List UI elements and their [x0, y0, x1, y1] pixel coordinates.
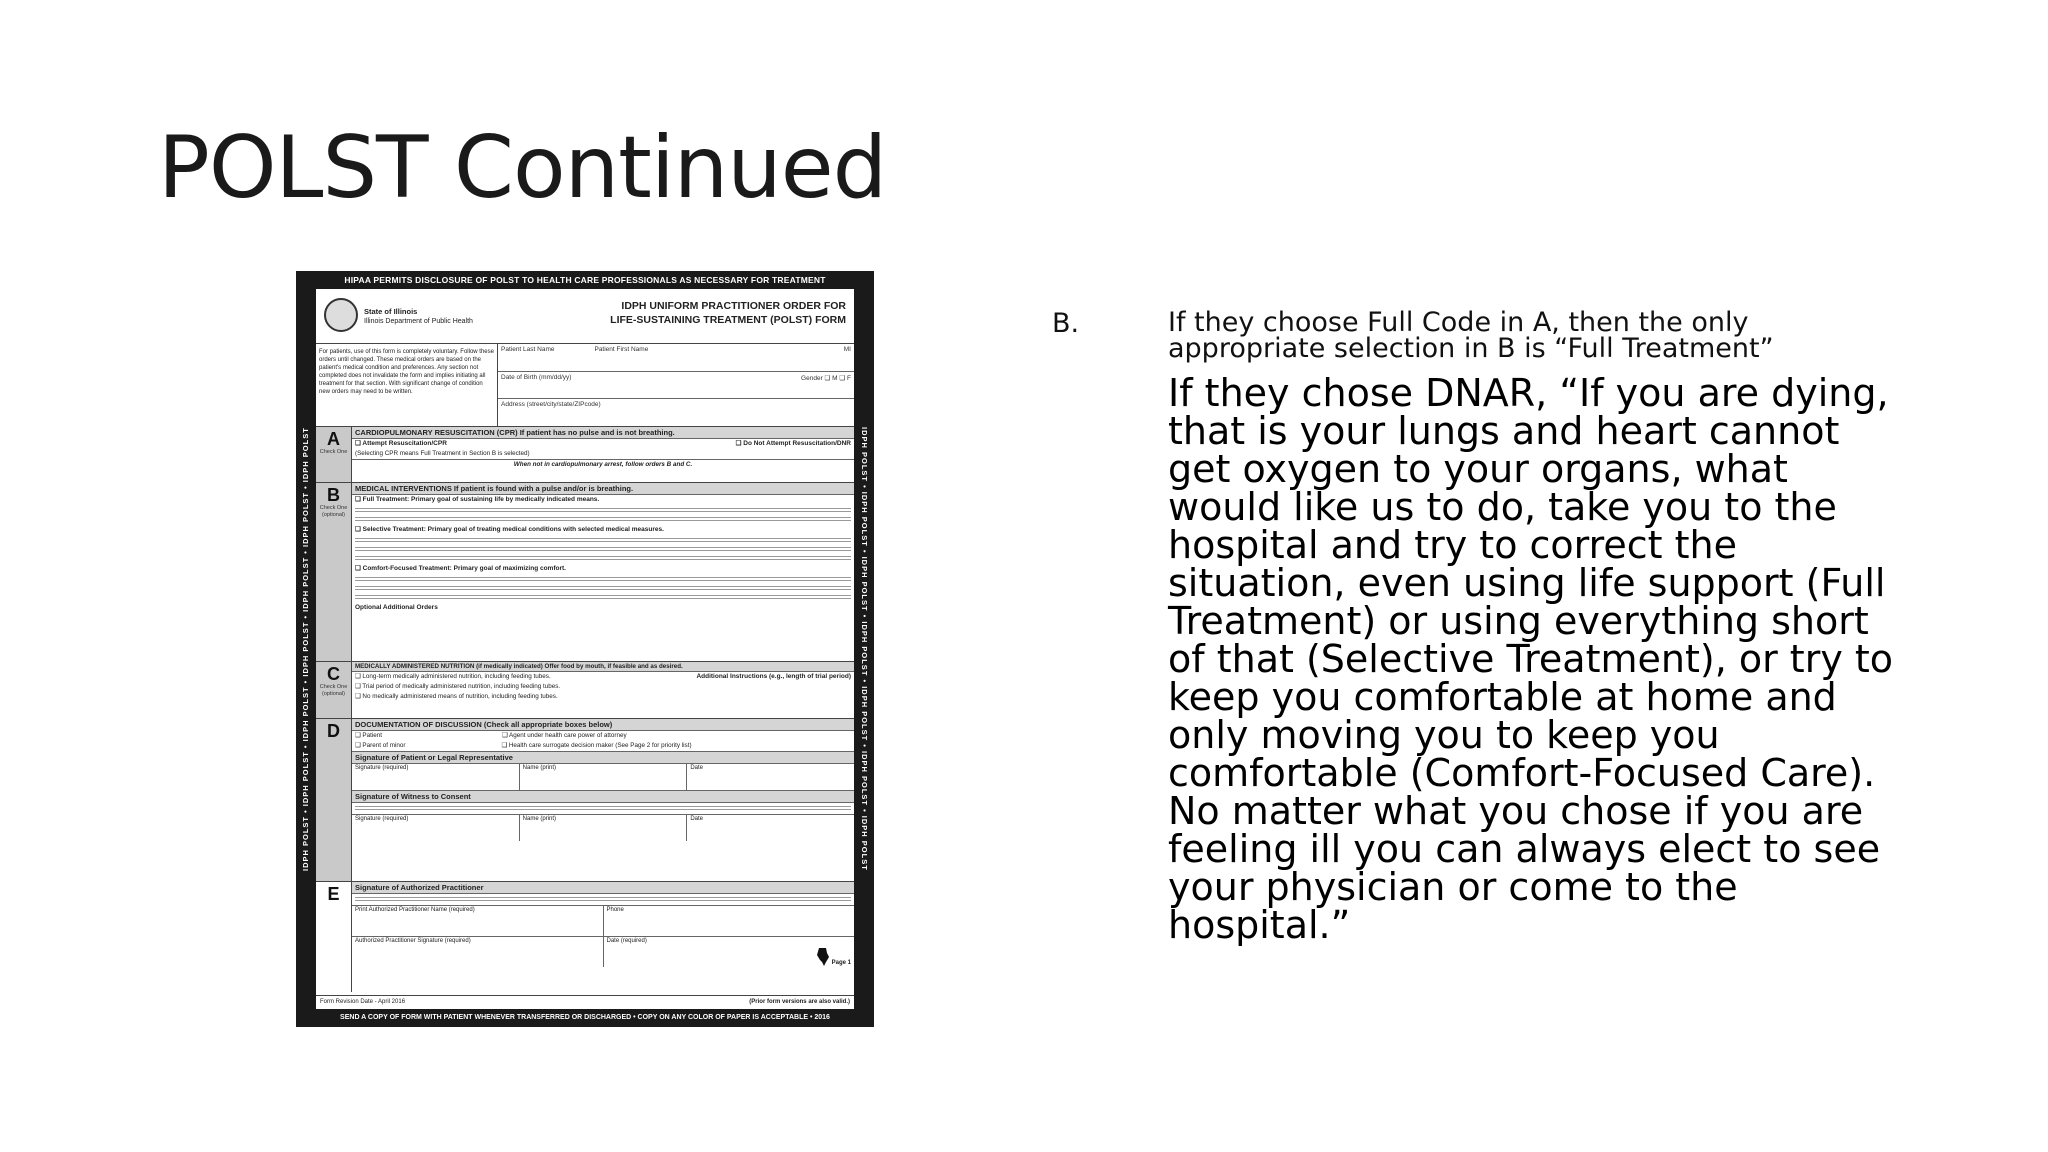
comfort-treatment-label: ❑ Comfort-Focused Treatment: Primary goal of maximizing comfort. [355, 565, 566, 572]
signature-label: Signature (required) [352, 815, 520, 841]
full-treatment-option [352, 495, 854, 505]
section-a-head: CARDIOPULMONARY RESUSCITATION (CPR) If patient has no pulse and is not breathing. [352, 427, 854, 439]
date-label: Date [690, 765, 704, 771]
section-e [316, 882, 854, 992]
date-label: Date [690, 816, 704, 822]
page-number: Page 1 [831, 960, 851, 966]
patient-info [316, 344, 854, 427]
signature-label: Signature (required) [352, 764, 520, 790]
phone-label: Phone [606, 907, 624, 913]
section-d-body [352, 719, 854, 881]
section-b-letter-cell [316, 483, 352, 661]
fine-print-lines [355, 546, 851, 553]
fine-print-lines [355, 805, 851, 812]
practitioner-date-label: Date (required) [606, 938, 647, 944]
section-e-head: Signature of Authorized Practitioner [352, 882, 854, 894]
comfort-treatment-option [352, 564, 854, 574]
form-title [610, 299, 846, 327]
check-one-note: Check One (optional) [319, 684, 348, 697]
cpr-option: ❑ Attempt Resuscitation/CPR [355, 440, 447, 447]
check-one-note: Check One [319, 449, 348, 455]
gender-field: Gender ❑ M ❑ F [801, 374, 851, 382]
section-d-letter-cell [316, 719, 352, 881]
form-side-text: IDPH POLST • IDPH POLST • IDPH POLST • IDPH POLST • IDPH POLST • IDPH POLST • IDPH POLST [860, 427, 869, 871]
last-name-field: Patient Last Name [501, 346, 555, 353]
fine-print-lines [355, 594, 851, 601]
section-c-body [352, 662, 854, 718]
form-right-margin [854, 289, 874, 1009]
fine-print-lines [355, 576, 851, 583]
form-bottom-banner: SEND A COPY OF FORM WITH PATIENT WHENEVER TRANSFERRED OR DISCHARGED • COPY ON ANY COLOR OF PAPER IS ACCEPTABLE • 2016 [340, 1014, 830, 1021]
section-e-letter-cell [316, 882, 352, 992]
dob-field-row [498, 372, 854, 400]
fine-print-lines [355, 585, 851, 592]
long-term-nutrition-option: ❑ Long-term medically administered nutrition, including feeding tubes. [355, 673, 551, 680]
optional-orders [352, 603, 854, 613]
section-c [316, 662, 854, 719]
practitioner-name-label: Print Authorized Practitioner Name (required) [352, 906, 604, 936]
fine-print-lines [355, 896, 851, 903]
witness-signature-head: Signature of Witness to Consent [352, 790, 854, 803]
section-letter: B [327, 485, 340, 505]
patient-fields [498, 344, 854, 426]
fine-print-lines [355, 555, 851, 562]
practitioner-signature-label: Authorized Practitioner Signature (required) [352, 937, 604, 967]
practitioner-signature-row [352, 936, 854, 967]
full-code-point: If they choose Full Code in A, then the only appropriate selection in B is “Full Treatment” [1168, 307, 1774, 364]
form-left-margin [296, 289, 316, 1009]
section-b-head: MEDICAL INTERVENTIONS If patient is found with a pulse and/or is breathing. [352, 483, 854, 495]
mi-field: MI [843, 346, 851, 353]
optional-orders-label: Optional Additional Orders [355, 604, 438, 611]
form-body [316, 289, 854, 1009]
surrogate-option: ❑ Health care surrogate decision maker (See Page 2 for priority list) [501, 742, 692, 749]
parent-option: ❑ Parent of minor [355, 742, 406, 749]
agent-option: ❑ Agent under health care power of attorney [502, 732, 627, 739]
section-b [316, 483, 854, 662]
state-name: State of Illinois [364, 307, 418, 316]
section-letter: C [327, 664, 340, 684]
patient-intro-text: For patients, use of this form is completely voluntary. Follow these orders until changed. These medical orders are based on the patient's medical condition and preferences. Any section not completed does not invalidate the form and implies initiating all treatment for that section. With significant change of condition new orders may need to be written. [316, 344, 498, 426]
form-top-banner: HIPAA PERMITS DISCLOSURE OF POLST TO HEALTH CARE PROFESSIONALS AS NECESSARY FOR TREATMENT [344, 275, 826, 285]
discussion-options-row-2 [352, 741, 854, 751]
nutrition-option-row [352, 672, 854, 682]
name-label: Name (print) [520, 815, 688, 841]
section-a-options [352, 439, 854, 449]
list-marker: B. [1052, 308, 1080, 339]
form-issuer [364, 307, 473, 326]
witness-signature-row [352, 814, 854, 841]
page-mark [817, 938, 851, 966]
section-c-letter-cell [316, 662, 352, 718]
dnar-point: If they chose DNAR, “If you are dying, that is your lungs and heart cannot get oxygen to your organs, what would like us to do, take you to the hospital and try to correct the situation, even using life support (Full Treatment) or using everything short of that (Selective Treatment), or try to keep you comfortable at home and only moving you to keep you comfortable (Comfort-Focused Care). No matter what you chose if you are feeling ill you can always elect to see your physician or come to the hospital.” [1168, 371, 1894, 947]
patient-option: ❑ Patient [355, 732, 382, 739]
fine-print-lines [355, 537, 851, 544]
form-side-text: IDPH POLST • IDPH POLST • IDPH POLST • IDPH POLST • IDPH POLST • IDPH POLST • IDPH POLST [301, 427, 310, 871]
selective-treatment-option [352, 525, 854, 535]
section-a-letter-cell [316, 427, 352, 482]
section-b-body [352, 483, 854, 661]
patient-signature-row [352, 764, 854, 790]
illinois-map-icon [817, 948, 829, 966]
illinois-seal-icon [324, 298, 358, 332]
form-title-line-1: IDPH UNIFORM PRACTITIONER ORDER FOR [621, 300, 846, 312]
trial-nutrition-option: ❑ Trial period of medically administered nutrition, including feeding tubes. [355, 683, 561, 690]
practitioner-date-cell [604, 937, 855, 967]
dnr-option: ❑ Do Not Attempt Resuscitation/DNR [735, 440, 851, 447]
slide-title: POLST Continued [158, 118, 887, 218]
section-d [316, 719, 854, 882]
selective-treatment-label: ❑ Selective Treatment: Primary goal of treating medical conditions with selected medical measures. [355, 526, 664, 533]
fine-print-lines [355, 507, 851, 514]
revision-date: Form Revision Date - April 2016 [320, 999, 406, 1005]
no-nutrition-option: ❑ No medically administered means of nutrition, including feeding tubes. [355, 693, 558, 700]
section-d-head: DOCUMENTATION OF DISCUSSION (Check all appropriate boxes below) [352, 719, 854, 731]
prior-versions-note: (Prior form versions are also valid.) [749, 999, 850, 1005]
section-letter: D [327, 721, 340, 741]
polst-form-image [296, 271, 874, 1027]
section-c-head: MEDICALLY ADMINISTERED NUTRITION (if medically indicated) Offer food by mouth, if feasible and as desired. [352, 662, 854, 672]
full-treatment-label: ❑ Full Treatment: Primary goal of sustaining life by medically indicated means. [355, 496, 600, 503]
practitioner-name-row [352, 905, 854, 936]
form-header [316, 289, 854, 344]
section-letter: E [327, 884, 340, 904]
patient-signature-head: Signature of Patient or Legal Representative [352, 751, 854, 764]
form-footer [316, 995, 854, 1009]
first-name-field: Patient First Name [594, 346, 649, 353]
additional-instructions: Additional Instructions (e.g., length of trial period) [696, 673, 851, 680]
section-a-note: When not in cardiopulmonary arrest, follow orders B and C. [352, 459, 854, 470]
section-a-body [352, 427, 854, 482]
address-field: Address (street/city/state/ZIPcode) [501, 401, 601, 409]
form-title-line-2: LIFE-SUSTAINING TREATMENT (POLST) FORM [610, 314, 846, 326]
cpr-option-note: (Selecting CPR means Full Treatment in Section B is selected) [355, 450, 530, 457]
name-field-row [498, 344, 854, 372]
dob-field: Date of Birth (mm/dd/yy) [501, 373, 572, 381]
section-e-body [352, 882, 854, 992]
name-label: Name (print) [520, 764, 688, 790]
discussion-options-row-1 [352, 731, 854, 741]
fine-print-lines [355, 516, 851, 523]
check-one-note: Check One (optional) [319, 505, 348, 518]
section-letter: A [327, 429, 340, 449]
department-name: Illinois Department of Public Health [364, 318, 473, 325]
section-a [316, 427, 854, 483]
